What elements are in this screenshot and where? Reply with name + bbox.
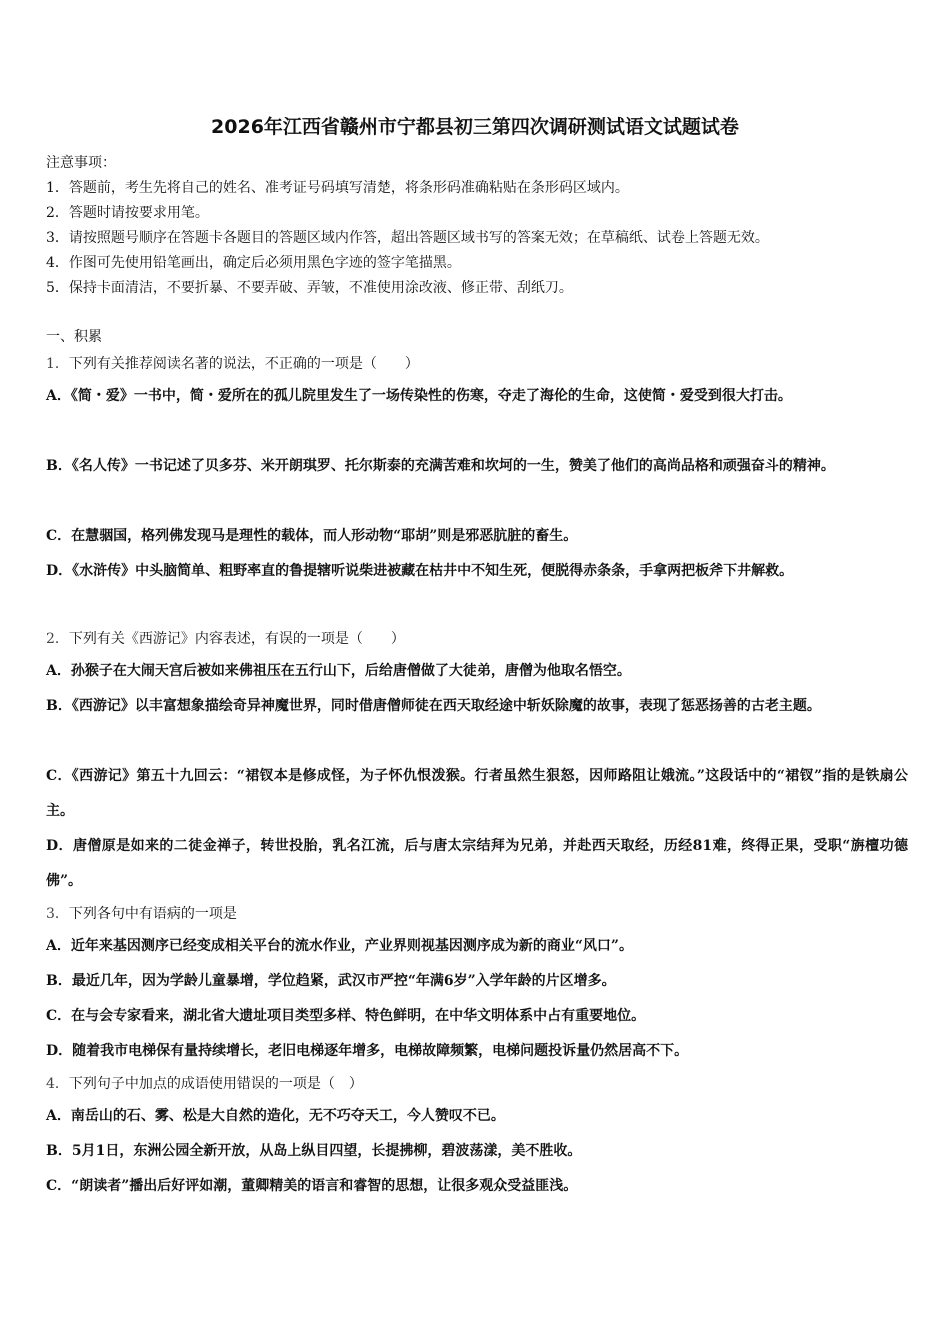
notice-item: 1．答题前，考生先将自己的姓名、准考证号码填写清楚，将条形码准确粘贴在条形码区域内。 <box>46 180 629 196</box>
question-stem <box>46 899 908 929</box>
question-number: 4． <box>46 1076 69 1092</box>
answer-option: C．《西游记》第五十九回云：“裙钗本是修成怪，为子怀仇恨泼猴。行者虽然生狠怒，因师路阻让娥流。”这段话中的“裙钗”指的是铁扇公主。 <box>46 768 908 819</box>
answer-option: C．在与会专家看来，湖北省大遗址项目类型多样、特色鲜明，在中华文明体系中占有重要地位。 <box>46 1008 646 1024</box>
question-stem <box>46 349 908 379</box>
question-text: 下列各句中有语病的一项是 <box>68 906 237 922</box>
notice-block <box>46 151 916 301</box>
answer-option: B．《名人传》一书记述了贝多芬、米开朗琪罗、托尔斯泰的充满苦难和坎坷的一生，赞美了他们的高尚品格和顽强奋斗的精神。 <box>46 458 835 474</box>
question-number: 3． <box>46 906 69 922</box>
question-stem <box>46 1069 908 1099</box>
answer-option: C．“朗读者”播出后好评如潮，董卿精美的语言和睿智的思想，让很多观众受益匪浅。 <box>46 1178 578 1194</box>
question-text: 下列句子中加点的成语使用错误的一项是（ ） <box>68 1076 363 1092</box>
notice-item: 4．作图可先使用铅笔画出，确定后必须用黑色字迹的签字笔描黑。 <box>46 255 461 271</box>
answer-option: A．近年来基因测序已经变成相关平台的流水作业，产业界则视基因测序成为新的商业“风口”。 <box>46 938 633 954</box>
answer-option: A．孙猴子在大闹天宫后被如来佛祖压在五行山下，后给唐僧做了大徒弟，唐僧为他取名悟空。 <box>46 663 631 679</box>
answer-option: A．南岳山的石、雾、松是大自然的造化，无不巧夺天工，今人赞叹不已。 <box>46 1108 505 1124</box>
notice-heading: 注意事项： <box>46 155 116 171</box>
exam-content <box>46 325 908 1204</box>
question-stem <box>46 624 908 654</box>
answer-option: A．《简・爱》一书中，简・爱所在的孤儿院里发生了一场传染性的伤寒，夺走了海伦的生命，这使简・爱受到很大打击。 <box>46 388 792 404</box>
answer-option: B．5月1日，东洲公园全新开放，从岛上纵目四望，长提拂柳，碧波荡漾，美不胜收。 <box>46 1143 582 1159</box>
page-title: 2026年江西省赣州市宁都县初三第四次调研测试语文试题试卷 <box>211 116 739 138</box>
notice-item: 3．请按照题号顺序在答题卡各题目的答题区域内作答，超出答题区域书写的答案无效；在草稿纸、试卷上答题无效。 <box>46 230 769 246</box>
answer-option: C．在慧骃国，格列佛发现马是理性的载体，而人形动物“耶胡”则是邪恶肮脏的畜生。 <box>46 528 578 544</box>
notice-item: 5．保持卡面清洁，不要折暴、不要弄破、弄皱，不准使用涂改液、修正带、刮纸刀。 <box>46 280 573 296</box>
answer-option: D．随着我市电梯保有量持续增长，老旧电梯逐年增多，电梯故障频繁，电梯问题投诉量仍然居高不下。 <box>46 1043 689 1059</box>
question-text: 下列有关《西游记》内容表述，有误的一项是（ ） <box>68 631 405 647</box>
answer-option: B．《西游记》以丰富想象描绘奇异神魔世界，同时借唐僧师徒在西天取经途中斩妖除魔的故事，表现了惩恶扬善的古老主题。 <box>46 698 821 714</box>
question-number: 2． <box>46 631 69 647</box>
answer-option: D．唐僧原是如来的二徒金禅子，转世投胎，乳名江流，后与唐太宗结拜为兄弟，并赴西天取经，历经81难，终得正果，受职“旃檀功德佛”。 <box>46 838 908 889</box>
notice-item: 2．答题时请按要求用笔。 <box>46 205 209 221</box>
answer-option: D．《水浒传》中头脑简单、粗野率直的鲁提辖听说柴进被藏在枯井中不知生死，便脱得赤条条，手拿两把板斧下井解救。 <box>46 563 794 579</box>
question-text: 下列有关推荐阅读名著的说法，不正确的一项是（ ） <box>68 356 419 372</box>
section-heading: 一、积累 <box>46 329 102 345</box>
answer-option: B．最近几年，因为学龄儿童暴增，学位趋紧，武汉市严控“年满6岁”入学年龄的片区增多。 <box>46 973 616 989</box>
question-number: 1． <box>46 356 69 372</box>
